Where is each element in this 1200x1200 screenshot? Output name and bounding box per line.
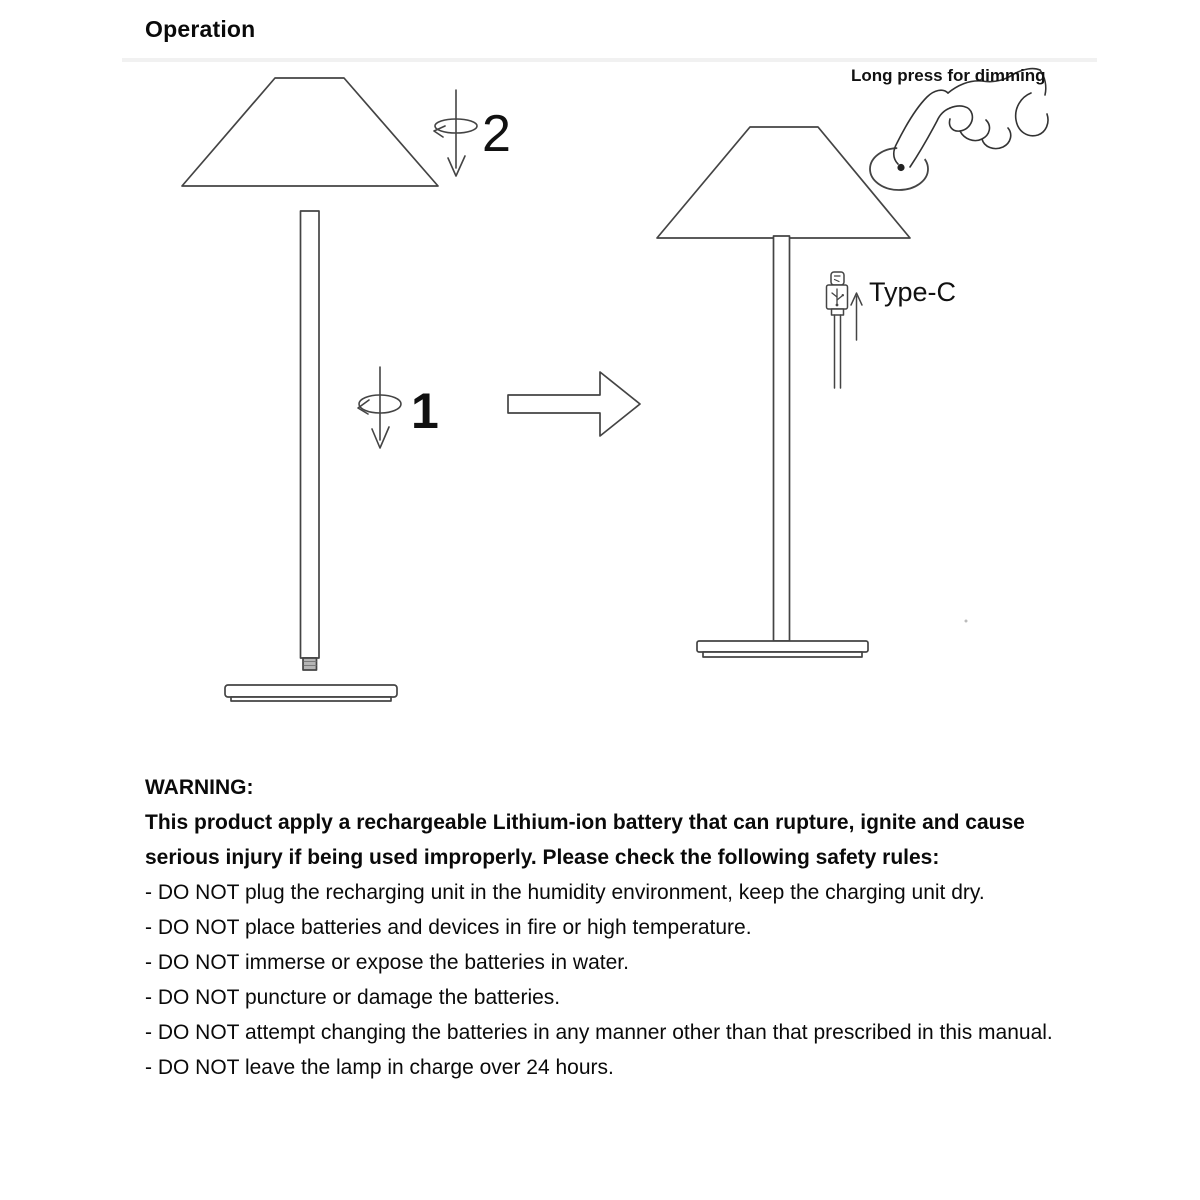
charge-direction-arrow-icon (851, 293, 862, 340)
disassembled-lamp (182, 78, 511, 701)
lamp-base (225, 685, 397, 701)
warning-intro: This product apply a rechargeable Lithium-ion battery that can rupture, ignite and cause serious injury if being used improperly. Please check the following safety rules: (145, 811, 1025, 869)
page-title: Operation (145, 16, 256, 42)
type-c-label: Type-C (869, 277, 957, 307)
rotate-screw-icon-step1 (358, 367, 401, 448)
lamp-pole (301, 211, 320, 658)
pole-thread-tip (303, 658, 317, 670)
warning-rule-1: - DO NOT plug the recharging unit in the humidity environment, keep the charging unit dry. (145, 881, 985, 904)
warning-rule-6: - DO NOT leave the lamp in charge over 24 hours. (145, 1056, 614, 1079)
warning-rule-4: - DO NOT puncture or damage the batteries. (145, 986, 561, 1009)
lamp-shade-assembled (657, 127, 910, 238)
right-arrow-icon (508, 372, 640, 436)
assembled-lamp (657, 66, 1048, 657)
step2-label: 2 (482, 105, 511, 163)
warning-section (145, 770, 1063, 1085)
lamp-pole-assembled (774, 236, 790, 641)
dimming-label: Long press for dimming (851, 66, 1046, 85)
usb-c-plug-icon (827, 272, 848, 388)
warning-heading: WARNING: (145, 776, 254, 799)
dimmer-dot (897, 164, 904, 171)
rotate-screw-icon-step2 (434, 90, 477, 176)
warning-rule-5: - DO NOT attempt changing the batteries in any manner other than that prescribed in this manual. (145, 1021, 1053, 1044)
warning-rule-2: - DO NOT place batteries and devices in fire or high temperature. (145, 916, 752, 939)
lamp-base-assembled (697, 641, 868, 657)
step1-label: 1 (411, 383, 439, 439)
print-speck (965, 620, 968, 623)
warning-rule-3: - DO NOT immerse or expose the batteries in water. (145, 951, 629, 974)
lamp-shade (182, 78, 438, 186)
